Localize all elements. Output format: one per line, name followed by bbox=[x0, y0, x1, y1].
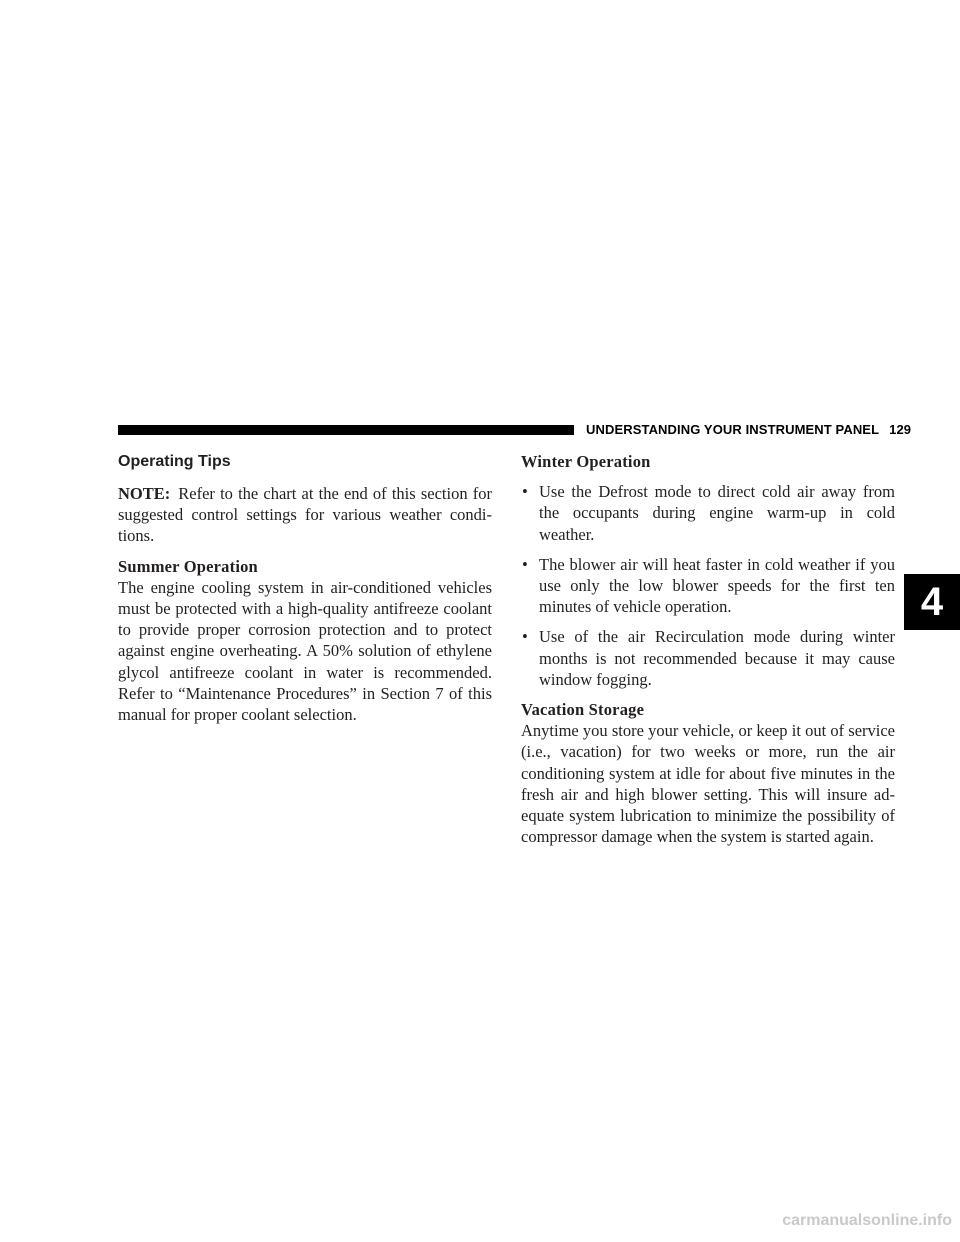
list-item bbox=[521, 481, 895, 545]
watermark: carmanualsonline.info bbox=[782, 1212, 952, 1229]
note-paragraph bbox=[118, 483, 492, 547]
winter-operation-list bbox=[521, 481, 895, 690]
vacation-storage-text: Anytime you store your vehicle, or keep it out of service (i.e., vacation) for two weeks or more, run the air conditioning system at idle for about five minutes in the fresh air and high blower setting. This will insure ad-equate system lubrication to minimize the possibility of compressor damage when the system is started again. bbox=[521, 721, 895, 847]
section-title: Operating Tips bbox=[118, 453, 231, 470]
vacation-storage-heading: Vacation Storage bbox=[521, 700, 645, 720]
bullet-marker: • bbox=[522, 482, 528, 502]
list-item bbox=[521, 554, 895, 618]
summer-operation-heading: Summer Operation bbox=[118, 556, 258, 576]
right-column bbox=[521, 448, 895, 856]
winter-operation-heading: Winter Operation bbox=[521, 452, 651, 471]
page-number: 129 bbox=[889, 422, 912, 437]
left-column bbox=[118, 448, 492, 734]
list-item bbox=[521, 626, 895, 690]
running-header bbox=[586, 421, 912, 439]
header-rule bbox=[118, 425, 574, 435]
bullet-marker: • bbox=[522, 554, 528, 574]
list-item-text: Use of the air Recirculation mode during winter months is not recommended because it may cause window fogging. bbox=[539, 627, 895, 689]
note-text: Refer to the chart at the end of this section for suggested control settings for various weather condi-tions. bbox=[118, 484, 492, 546]
list-item-text: Use the Defrost mode to direct cold air away from the occupants during engine warm-up in cold weather. bbox=[539, 482, 895, 544]
list-item-text: The blower air will heat faster in cold weather if you use only the low blower speeds for the first ten minutes of vehicle operation. bbox=[539, 554, 895, 617]
chapter-tab: 4 bbox=[904, 574, 960, 630]
note-label: NOTE: bbox=[118, 484, 171, 503]
bullet-marker: • bbox=[522, 627, 528, 647]
running-header-title: UNDERSTANDING YOUR INSTRUMENT PANEL bbox=[586, 422, 880, 437]
summer-operation-text: The engine cooling system in air-conditioned vehicles must be protected with a high-quality antifreeze coolant to provide proper corrosion protection and to protect against engine overheating. A 50% solution of ethylene glycol antifreeze coolant in water is recommended. Refer to “Maintenance Procedures” in Section 7 of this manual for proper coolant selection. bbox=[118, 577, 492, 725]
